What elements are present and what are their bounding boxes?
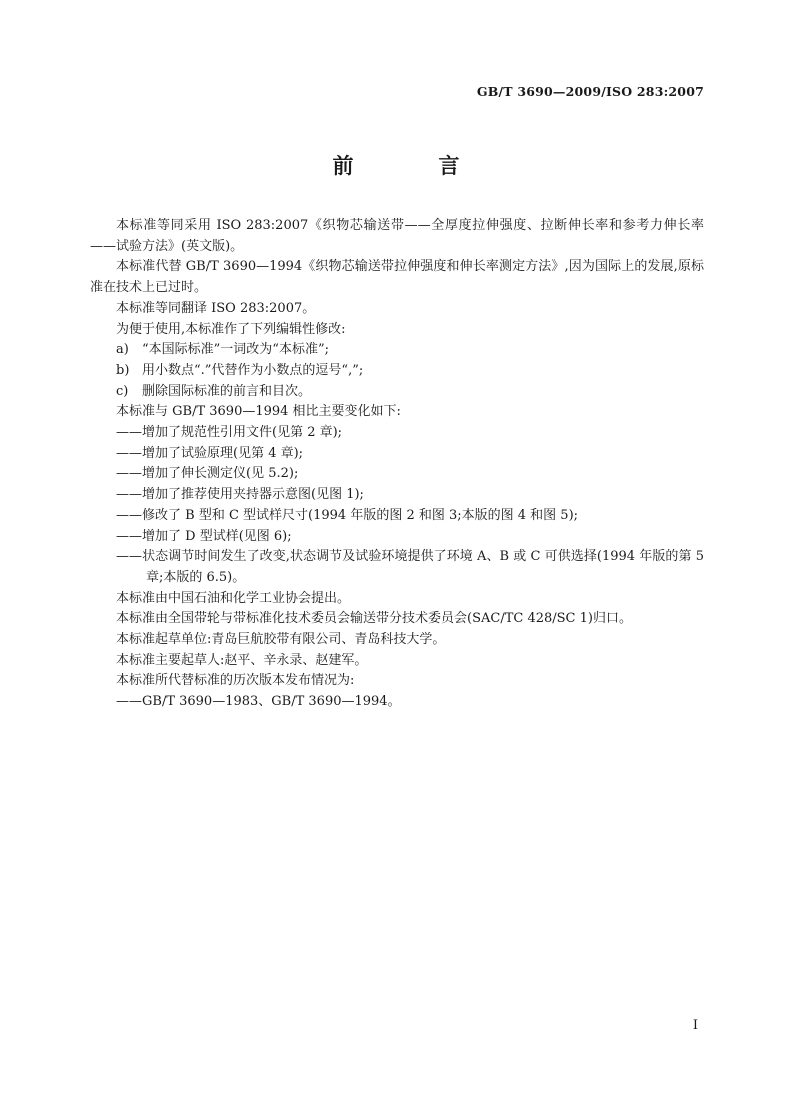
list-item-tag: c) bbox=[116, 383, 129, 399]
page-title: 前 言 bbox=[332, 153, 492, 178]
change-item: ——增加了 D 型试样(见图 6); bbox=[116, 528, 292, 544]
list-item bbox=[90, 382, 704, 403]
paragraph-translation: 本标准等同翻译 ISO 283:2007。 bbox=[116, 300, 316, 316]
paragraph-replacement: 本标准代替 GB/T 3690—1994《织物芯输送带拉伸强度和伸长率测定方法》,因为国际上的发展,原标准在技术上已过时。 bbox=[90, 259, 704, 296]
paragraph-edits-intro: 为便于使用,本标准作了下列编辑性修改: bbox=[116, 321, 346, 337]
paragraph-drafters: 本标准主要起草人:赵平、辛永录、赵建军。 bbox=[116, 652, 368, 668]
list-item-tag: b) bbox=[116, 362, 130, 378]
paragraph-history-intro: 本标准所代替标准的历次版本发布情况为: bbox=[116, 673, 355, 689]
change-item: ——增加了规范性引用文件(见第 2 章); bbox=[116, 425, 343, 441]
page-number: I bbox=[692, 1018, 698, 1033]
list-item-text: 删除国际标准的前言和目次。 bbox=[142, 383, 312, 399]
paragraph-committee: 本标准由全国带轮与带标准化技术委员会输送带分技术委员会(SAC/TC 428/SC 1)归口。 bbox=[116, 611, 632, 627]
change-item: ——增加了推荐使用夹持器示意图(见图 1); bbox=[116, 487, 364, 503]
list-item-tag: a) bbox=[116, 342, 129, 358]
paragraph-proposer: 本标准由中国石油和化学工业协会提出。 bbox=[116, 590, 351, 606]
list-item-text: “本国际标准”一词改为“本标准”; bbox=[142, 342, 329, 358]
paragraph-adoption: 本标准等同采用 ISO 283:2007《织物芯输送带——全厚度拉伸强度、拉断伸长率和参考力伸长率——试验方法》(英文版)。 bbox=[90, 218, 704, 254]
standard-code-header: GB/T 3690—2009/ISO 283:2007 bbox=[476, 84, 704, 99]
change-item: ——增加了伸长测定仪(见 5.2); bbox=[116, 466, 299, 482]
paragraph-changes-intro: 本标准与 GB/T 3690—1994 相比主要变化如下: bbox=[116, 404, 401, 420]
change-item: ——增加了试验原理(见第 4 章); bbox=[116, 445, 304, 461]
change-item: ——修改了 B 型和 C 型试样尺寸(1994 年版的图 2 和图 3;本版的图 4 和图 5); bbox=[116, 507, 579, 523]
foreword-body bbox=[90, 216, 704, 713]
history-item: ——GB/T 3690—1983、GB/T 3690—1994。 bbox=[116, 694, 401, 710]
list-item bbox=[90, 361, 704, 382]
paragraph-drafting-units: 本标准起草单位:青岛巨航胶带有限公司、青岛科技大学。 bbox=[116, 632, 446, 648]
change-item: ——状态调节时间发生了改变,状态调节及试验环境提供了环境 A、B 或 C 可供选择(1994 年版的第 5 章;本版的 6.5)。 bbox=[116, 549, 704, 585]
list-item bbox=[90, 340, 704, 361]
list-item-text: 用小数点“.”代替作为小数点的逗号“,”; bbox=[142, 362, 364, 378]
